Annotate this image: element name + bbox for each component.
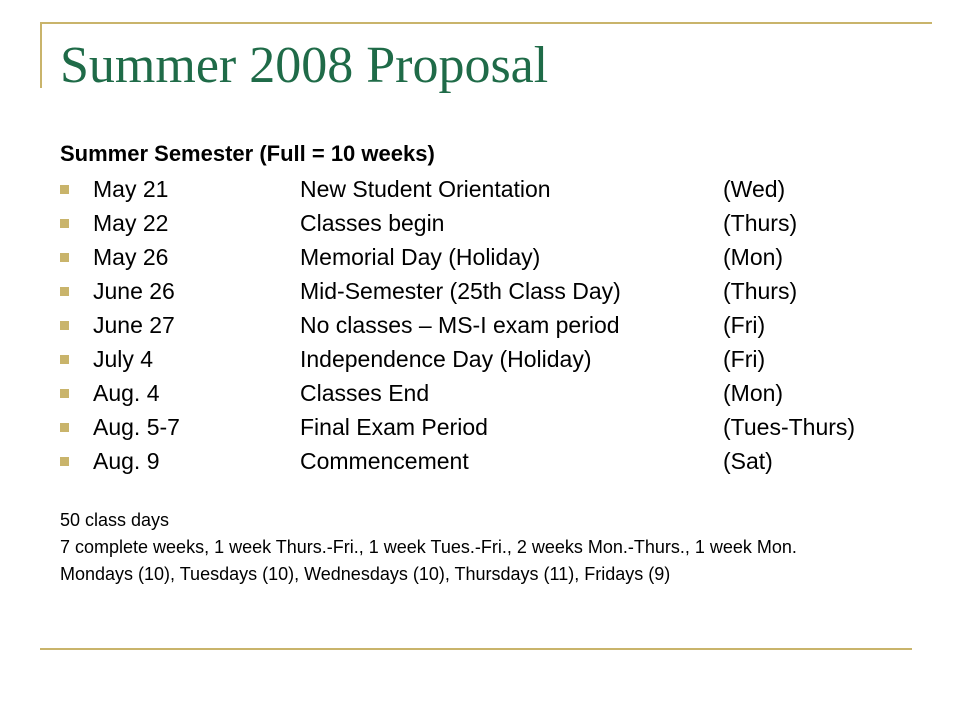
schedule-item (60, 274, 920, 308)
schedule-item (60, 376, 920, 410)
square-bullet-icon (60, 389, 69, 398)
schedule-date: May 26 (93, 244, 169, 270)
schedule-item (60, 444, 920, 478)
schedule-day: (Tues-Thurs) (723, 414, 856, 440)
schedule-day: (Fri) (723, 312, 766, 338)
class-days-note: 50 class days (60, 510, 170, 530)
schedule-day: (Fri) (723, 346, 766, 372)
square-bullet-icon (60, 287, 69, 296)
schedule-day: (Sat) (723, 448, 773, 474)
schedule-day: (Mon) (723, 244, 784, 270)
schedule-item (60, 206, 920, 240)
schedule-event: Memorial Day (Holiday) (300, 244, 541, 270)
schedule-date: Aug. 9 (93, 448, 160, 474)
schedule-date: Aug. 5-7 (93, 414, 180, 440)
semester-heading: Summer Semester (Full = 10 weeks) (60, 141, 435, 166)
schedule-date: Aug. 4 (93, 380, 160, 406)
square-bullet-icon (60, 423, 69, 432)
schedule-date: June 26 (93, 278, 175, 304)
schedule-day: (Mon) (723, 380, 784, 406)
schedule-event: Classes End (300, 380, 430, 406)
schedule-item (60, 172, 920, 206)
square-bullet-icon (60, 321, 69, 330)
schedule-date: June 27 (93, 312, 175, 338)
schedule-date: July 4 (93, 346, 154, 372)
schedule-item (60, 308, 920, 342)
square-bullet-icon (60, 253, 69, 262)
square-bullet-icon (60, 185, 69, 194)
schedule-day: (Thurs) (723, 278, 798, 304)
square-bullet-icon (60, 355, 69, 364)
slide-title: Summer 2008 Proposal (60, 37, 549, 94)
schedule-event: No classes – MS-I exam period (300, 312, 620, 338)
schedule-event: Commencement (300, 448, 469, 474)
schedule-item (60, 342, 920, 376)
schedule-event: New Student Orientation (300, 176, 551, 202)
top-rule (40, 22, 932, 24)
schedule-date: May 22 (93, 210, 169, 236)
schedule-event: Classes begin (300, 210, 445, 236)
schedule-item (60, 410, 920, 444)
schedule-list (60, 172, 920, 478)
weeks-breakdown-note: 7 complete weeks, 1 week Thurs.-Fri., 1 week Tues.-Fri., 2 weeks Mon.-Thurs., 1 week Mon. (60, 537, 797, 557)
schedule-item (60, 240, 920, 274)
square-bullet-icon (60, 457, 69, 466)
weekday-counts-note: Mondays (10), Tuesdays (10), Wednesdays (10), Thursdays (11), Fridays (9) (60, 564, 671, 584)
bottom-rule (40, 648, 912, 650)
schedule-event: Mid-Semester (25th Class Day) (300, 278, 621, 304)
square-bullet-icon (60, 219, 69, 228)
schedule-date: May 21 (93, 176, 169, 202)
left-rule (40, 22, 42, 88)
schedule-event: Independence Day (Holiday) (300, 346, 592, 372)
schedule-event: Final Exam Period (300, 414, 488, 440)
summary-notes (60, 510, 900, 591)
schedule-day: (Wed) (723, 176, 786, 202)
schedule-day: (Thurs) (723, 210, 798, 236)
